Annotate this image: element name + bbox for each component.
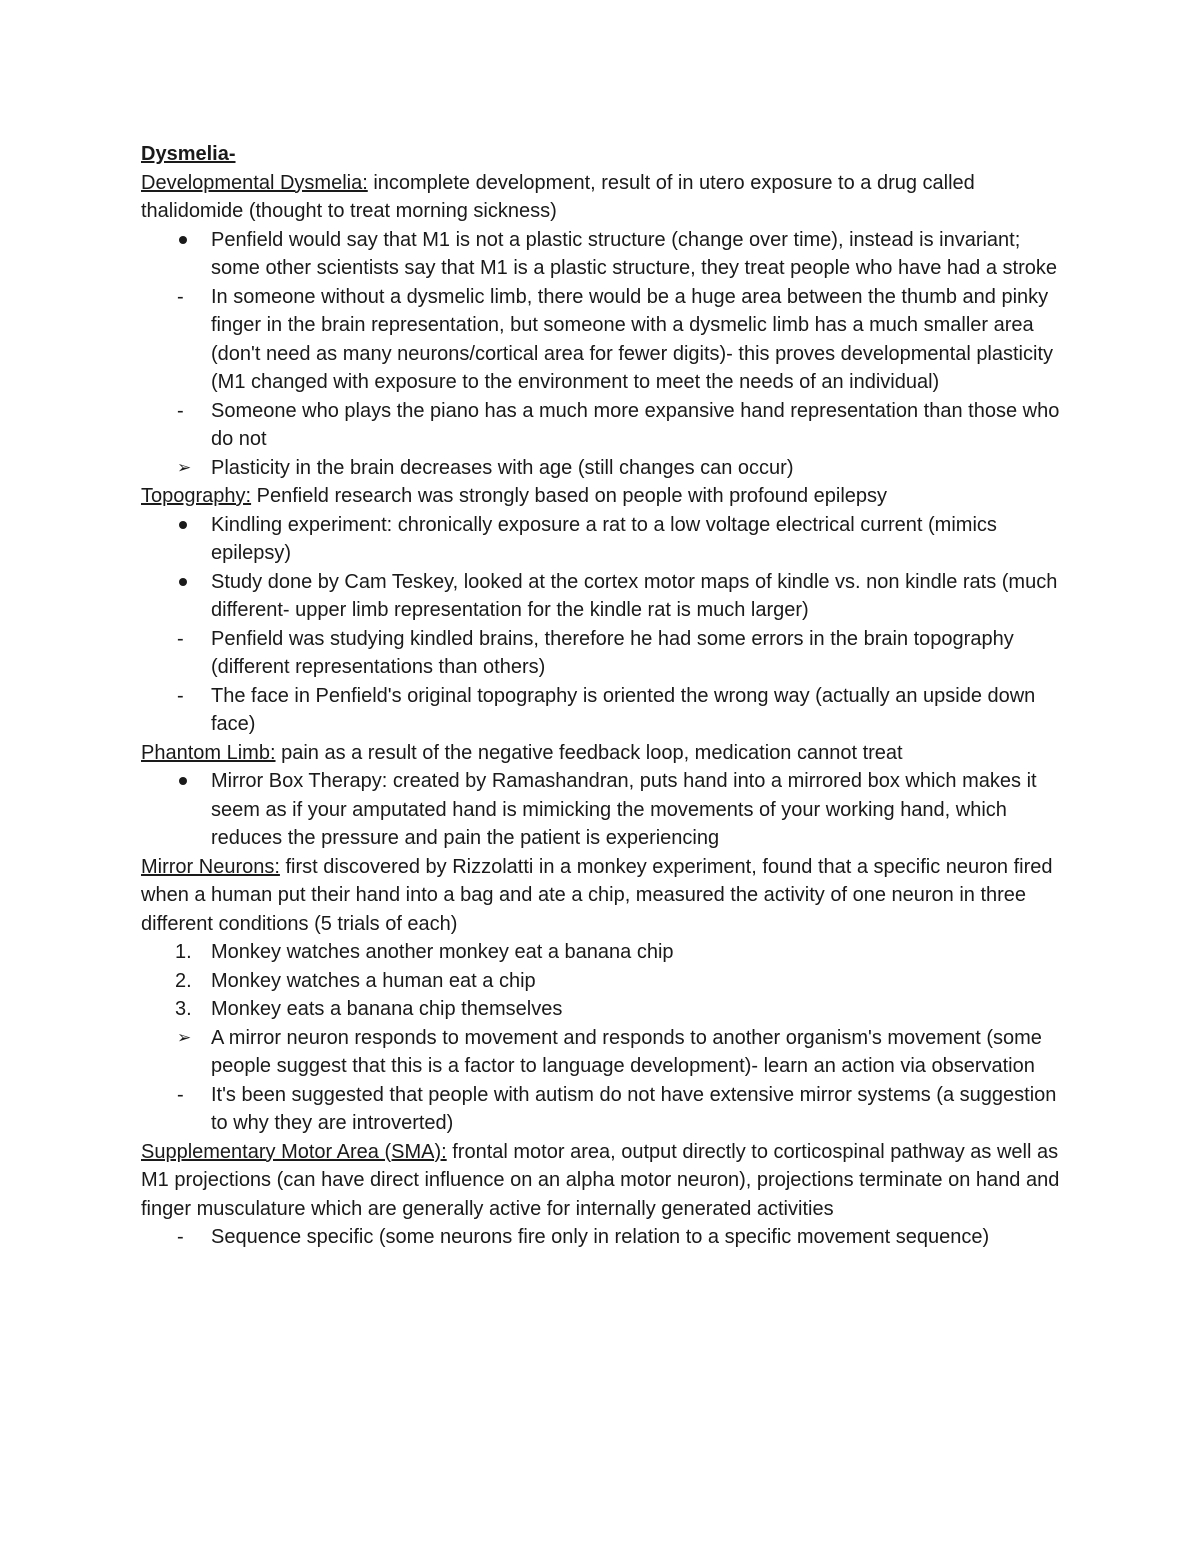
topography-paragraph — [141, 482, 1066, 511]
list-item-text: Plasticity in the brain decreases with age (still changes can occur) — [211, 456, 794, 479]
sma-list — [141, 1223, 1066, 1252]
list-item-text: Monkey watches a human eat a chip — [211, 969, 536, 992]
list-item — [141, 283, 1066, 397]
list-item-text: Study done by Cam Teskey, looked at the cortex motor maps of kindle vs. non kindle rats (much different- upper limb representation for the kindle rat is much larger) — [211, 570, 1058, 621]
list-item — [141, 397, 1066, 454]
developmental-dysmelia-term: Developmental Dysmelia: — [141, 171, 368, 194]
dash-marker: - — [177, 684, 184, 707]
list-number: 2. — [175, 969, 192, 992]
sma-paragraph — [141, 1138, 1066, 1224]
list-item — [141, 967, 1066, 996]
document-title: Dysmelia- — [141, 143, 236, 165]
phantom-limb-paragraph — [141, 739, 1066, 768]
list-item — [141, 625, 1066, 682]
dash-marker: - — [177, 1083, 184, 1106]
list-item-text: It's been suggested that people with autism do not have extensive mirror systems (a suggestion to why they are introverted) — [211, 1083, 1057, 1134]
list-item — [141, 995, 1066, 1024]
dash-marker: - — [177, 399, 184, 422]
sma-term: Supplementary Motor Area (SMA): — [141, 1140, 447, 1163]
list-item-text: Someone who plays the piano has a much more expansive hand representation than those who do not — [211, 399, 1060, 450]
phantom-limb-list — [141, 767, 1066, 853]
list-item — [141, 1223, 1066, 1252]
dash-marker: - — [177, 1226, 184, 1248]
list-item — [141, 568, 1066, 625]
sma-text: frontal motor area, output directly to corticospinal pathway as well as M1 projections (can have direct influence on an alpha motor neuron), projections terminate on hand and finger musculature which are generally active for internally generated activities — [141, 1140, 1060, 1220]
dash-marker: - — [177, 285, 184, 308]
list-item — [141, 1081, 1066, 1138]
list-item-text: Penfield was studying kindled brains, therefore he had some errors in the brain topography (different representations than others) — [211, 627, 1014, 678]
list-number: 1. — [175, 941, 192, 963]
mirror-neurons-text: first discovered by Rizzolatti in a monkey experiment, found that a specific neuron fired when a human put their hand into a bag and ate a chip, measured the activity of one neuron in three different conditions (5 trials of each) — [141, 855, 1053, 935]
topography-term: Topography: — [141, 485, 252, 507]
document-page — [141, 140, 1066, 1252]
phantom-limb-text: pain as a result of the negative feedback loop, medication cannot treat — [275, 741, 903, 764]
developmental-dysmelia-paragraph — [141, 169, 1066, 226]
arrow-icon: ➢ — [177, 457, 192, 477]
list-item-text: The face in Penfield's original topography is oriented the wrong way (actually an upside down face) — [211, 684, 1036, 735]
list-item — [141, 454, 1066, 483]
list-item — [141, 767, 1066, 853]
list-item — [141, 1024, 1066, 1081]
list-item — [141, 682, 1066, 739]
arrow-icon: ➢ — [177, 1027, 192, 1047]
list-item-text: Mirror Box Therapy: created by Ramashandran, puts hand into a mirrored box which makes it seem as if your amputated hand is mimicking the movements of your working hand, which reduces the pressure and pain the patient is experiencing — [211, 770, 1037, 849]
developmental-dysmelia-list — [141, 226, 1066, 483]
list-item-text: In someone without a dysmelic limb, there would be a huge area between the thumb and pinky finger in the brain representation, but someone with a dysmelic limb has a much smaller area (don't need as many neurons/cortical area for fewer digits)- this proves developmental plasticity (M1 changed with exposure to the environment to meet the needs of an individual) — [211, 285, 1054, 393]
phantom-limb-term: Phantom Limb: — [141, 741, 276, 764]
mirror-neurons-term: Mirror Neurons: — [141, 855, 280, 878]
list-item — [141, 226, 1066, 283]
list-item-text: Kindling experiment: chronically exposure a rat to a low voltage electrical current (mimics epilepsy) — [211, 513, 997, 564]
list-item-text: Monkey eats a banana chip themselves — [211, 998, 563, 1020]
topography-list — [141, 511, 1066, 739]
list-number: 3. — [175, 998, 192, 1020]
list-item-text: Penfield would say that M1 is not a plastic structure (change over time), instead is invariant; some other scientists say that M1 is a plastic structure, they treat people who have had a stroke — [211, 228, 1057, 279]
topography-text: Penfield research was strongly based on people with profound epilepsy — [251, 485, 888, 507]
list-item — [141, 938, 1066, 967]
dash-marker: - — [177, 627, 184, 650]
list-item-text: Monkey watches another monkey eat a banana chip — [211, 941, 674, 963]
developmental-dysmelia-text: incomplete development, result of in utero exposure to a drug called thalidomide (thought to treat morning sickness) — [141, 171, 975, 222]
list-item-text: Sequence specific (some neurons fire only in relation to a specific movement sequence) — [211, 1226, 990, 1248]
list-item-text: A mirror neuron responds to movement and responds to another organism's movement (some people suggest that this is a factor to language development)- learn an action via observation — [211, 1026, 1042, 1077]
mirror-neurons-paragraph — [141, 853, 1066, 939]
mirror-neurons-list — [141, 938, 1066, 1138]
list-item — [141, 511, 1066, 568]
